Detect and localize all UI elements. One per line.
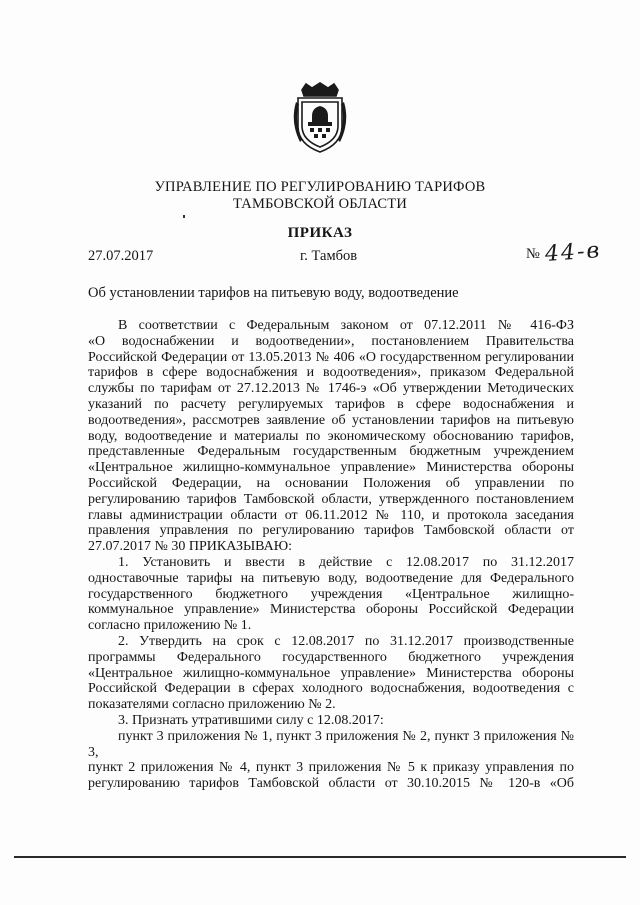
doc-body — [88, 318, 574, 792]
scan-bottom-edge — [14, 856, 626, 858]
body-line: Российской Федерации, на основании Положения об управлении по — [88, 475, 574, 491]
body-line: главы администрации области от 06.11.2012 № 110, и протокола заседания — [88, 507, 574, 523]
body-line: пункт 2 приложения № 4, пункт 3 приложения № 5 к приказу управления по — [88, 760, 574, 776]
body-line: показателями согласно приложению № 2. — [88, 697, 336, 713]
body-line: тарифов в сфере водоснабжения и водоотведения», приказом Федеральной — [88, 365, 574, 381]
body-line: Российской Федерации от 13.05.2013 № 406 «О государственном регулировании — [88, 349, 574, 365]
body-line: «Центральное жилищно-коммунальное управление» Министерства обороны — [88, 460, 574, 476]
body-line: В соответствии с Федеральным законом от 07.12.2011 № 416-ФЗ — [118, 318, 574, 333]
body-line: указаний по расчету регулируемых тарифов в сфере водоснабжения и — [88, 396, 574, 412]
body-line: государственного бюджетного учреждения «Центральное жилищно- — [88, 586, 574, 602]
body-line: воду, водоотведение и материалы по экономическому обоснованию тарифов, — [88, 428, 574, 444]
body-line: «Центральное жилищно-коммунальное управление» Министерства обороны — [88, 665, 574, 681]
org-name-line1: УПРАВЛЕНИЕ ПО РЕГУЛИРОВАНИЮ ТАРИФОВ — [154, 179, 486, 195]
body-line: правления управления по регулированию тарифов Тамбовской области от — [88, 523, 574, 539]
body-line: одноставочные тарифы на питьевую воду, водоотведение для Федерального — [88, 570, 574, 586]
doc-number-handwritten: 44-в — [544, 238, 603, 267]
body-line: программы Федерального государственного бюджетного учреждения — [88, 649, 574, 665]
body-line: пункт 3 приложения № 1, пункт 3 приложения № 2, пункт 3 приложения № 3, — [88, 728, 574, 760]
body-line: регулированию тарифов Тамбовской области от 30.10.2015 № 120-в «Об — [88, 776, 574, 792]
doc-subject: Об установлении тарифов на питьевую воду, водоотведение — [88, 285, 459, 301]
body-line: регулированию тарифов Тамбовской области, утвержденного постановлением — [88, 491, 574, 507]
body-line: «О водоснабжении и водоотведении», постановлением Правительства — [88, 333, 574, 349]
body-line: 2. Утвердить на срок с 12.08.2017 по 31.12.2017 производственные — [118, 633, 574, 649]
body-line: службы по тарифам от 27.12.2013 № 1746-э «Об утверждении Методических — [88, 381, 574, 397]
body-line: 27.07.2017 № 30 ПРИКАЗЫВАЮ: — [88, 539, 293, 555]
doc-number-label: № — [526, 246, 540, 262]
body-line: 3. Признать утратившими силу с 12.08.2017: — [118, 712, 384, 728]
body-line: согласно приложению № 1. — [88, 618, 252, 634]
body-line: Российской Федерации в сферах холодного водоснабжения, водоотведения с — [88, 681, 574, 697]
body-line: 1. Установить и ввести в действие с 12.08.2017 по 31.12.2017 — [118, 554, 574, 570]
body-line: водоотведения», рассмотрев заявление об установлении тарифов на питьевую — [88, 412, 574, 428]
scan-speck — [183, 215, 185, 218]
doc-date: 27.07.2017 — [88, 248, 154, 264]
body-line: представленные Федеральным государственным бюджетным учреждением — [88, 444, 574, 460]
org-name-line2: ТАМБОВСКОЙ ОБЛАСТИ — [232, 196, 408, 212]
body-line: коммунальное управление» Министерства обороны Российской Федерации — [88, 602, 574, 618]
tambov-coat-of-arms-icon — [290, 82, 350, 154]
doc-city: г. Тамбов — [300, 248, 358, 264]
doc-type-title: ПРИКАЗ — [287, 225, 353, 241]
